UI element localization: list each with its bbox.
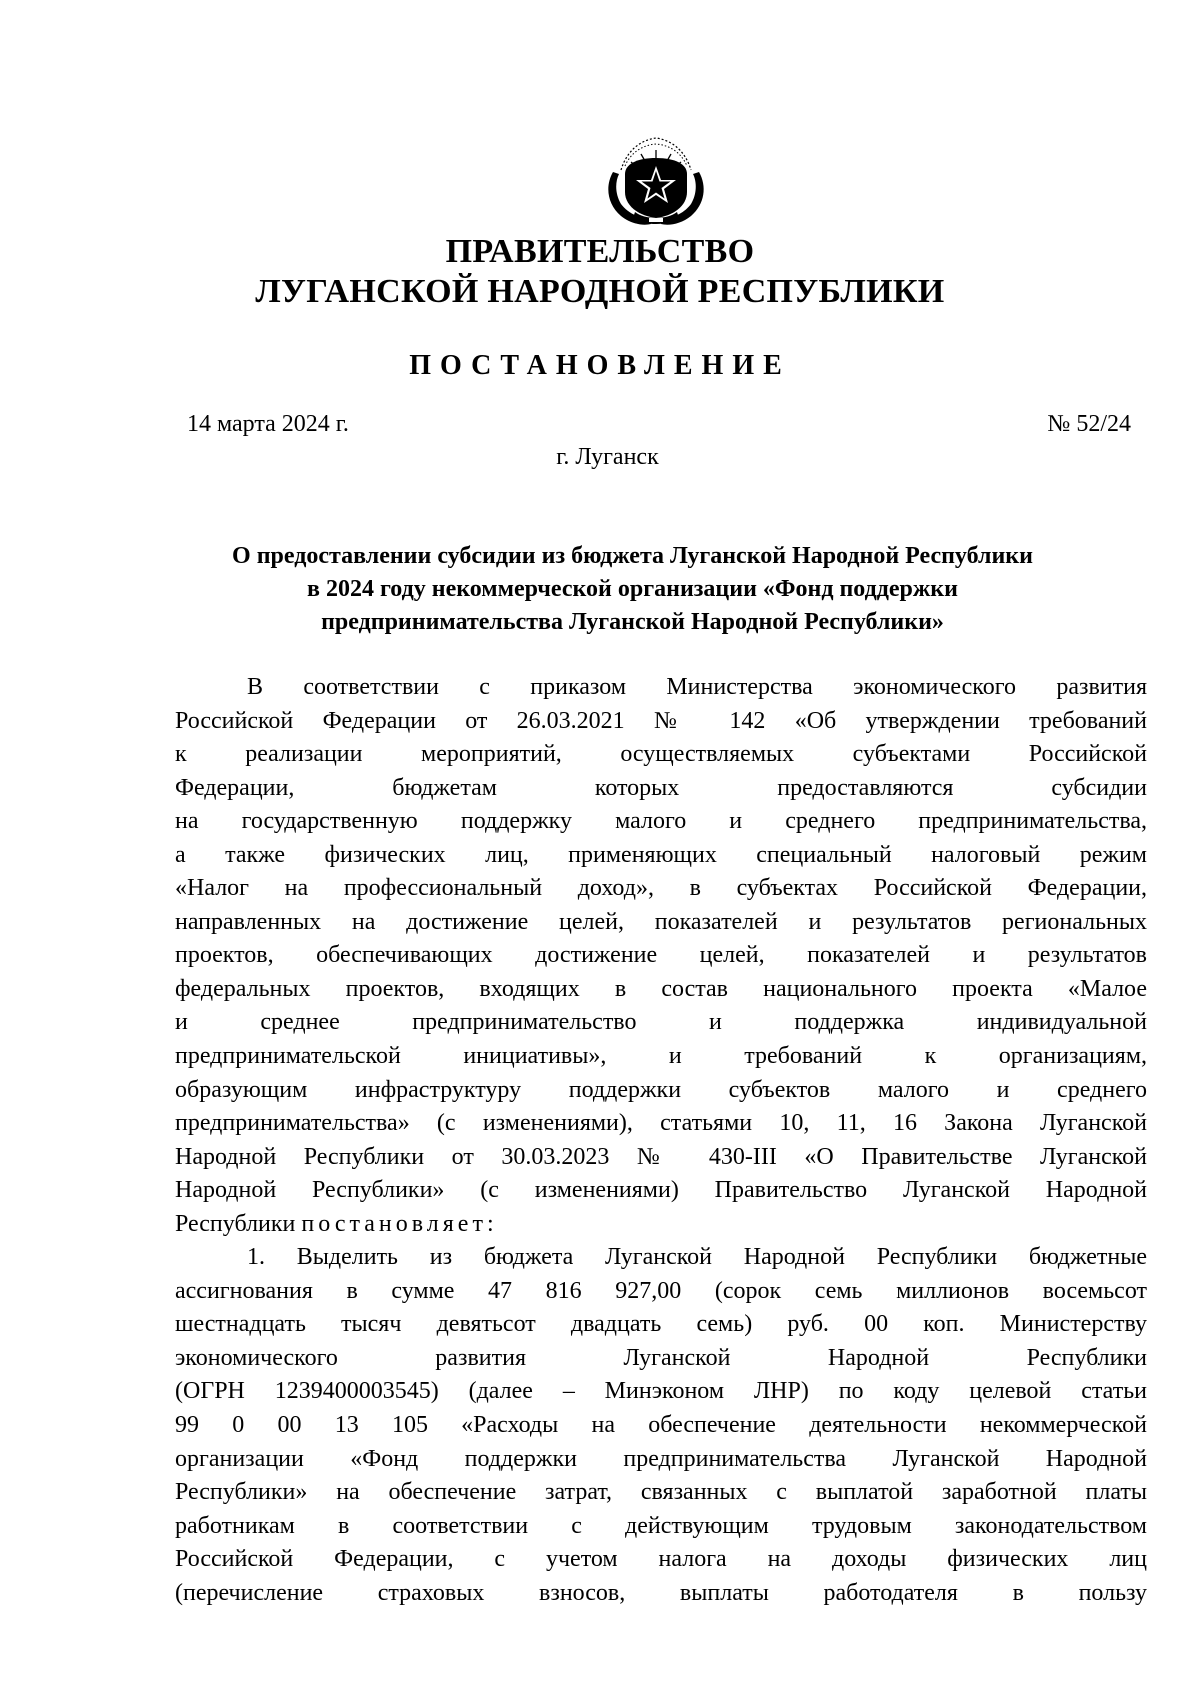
item1-line: (перечисление страховых взносов, выплаты работодателя в пользу bbox=[175, 1579, 1147, 1606]
body-line: Российской Федерации от 26.03.2021 № 142 «Об утверждении требований bbox=[175, 707, 1147, 734]
body-line: В соответствии с приказом Министерства экономического развития bbox=[247, 674, 1147, 700]
body-line-resolves bbox=[175, 1208, 1147, 1242]
body-line: и среднее предпринимательство и поддержка индивидуальной bbox=[175, 1009, 1147, 1036]
item1-line: шестнадцать тысяч девятьсот двадцать семь) руб. 00 коп. Министерству bbox=[175, 1311, 1147, 1338]
item1-line: 99 0 00 13 105 «Расходы на обеспечение деятельности некоммерческой bbox=[175, 1412, 1147, 1439]
body-line: проектов, обеспечивающих достижение целей, показателей и результатов bbox=[175, 942, 1147, 969]
item1-line: организации «Фонд поддержки предпринимательства Луганской Народной bbox=[175, 1445, 1147, 1472]
body-line: к реализации мероприятий, осуществляемых субъектами Российской bbox=[175, 741, 1147, 768]
body-line: федеральных проектов, входящих в состав национального проекта «Малое bbox=[175, 975, 1147, 1002]
document-city: г. Луганск bbox=[556, 444, 659, 470]
document-body bbox=[175, 671, 1147, 1610]
resolves-prefix: Республики bbox=[175, 1210, 302, 1237]
item1-line: ассигнования в сумме 47 816 927,00 (сорок семь миллионов восемьсот bbox=[175, 1277, 1147, 1304]
government-name-line2: ЛУГАНСКОЙ НАРОДНОЙ РЕСПУБЛИКИ bbox=[255, 273, 945, 310]
item1-line: (ОГРН 1239400003545) (далее – Минэконом ЛНР) по коду целевой статьи bbox=[175, 1378, 1147, 1405]
item1-line: работникам в соответствии с действующим трудовым законодательством bbox=[175, 1512, 1147, 1539]
item1-line: Российской Федерации, с учетом налога на доходы физических лиц bbox=[175, 1546, 1147, 1573]
subject-line: О предоставлении субсидии из бюджета Луганской Народной Республики bbox=[232, 543, 1033, 569]
document-date: 14 марта 2024 г. bbox=[187, 411, 349, 437]
document-subject bbox=[150, 540, 1115, 639]
resolves-word: постановляет: bbox=[301, 1210, 498, 1237]
document-number: № 52/24 bbox=[1047, 411, 1131, 437]
body-line: Народной Республики от 30.03.2023 № 430-III «О Правительстве Луганской bbox=[175, 1143, 1147, 1170]
subject-line: в 2024 году некоммерческой организации «Фонд поддержки bbox=[307, 576, 958, 602]
document-type-title: ПОСТАНОВЛЕНИЕ bbox=[409, 350, 791, 381]
body-line: «Налог на профессиональный доход», в субъектах Российской Федерации, bbox=[175, 875, 1147, 902]
body-line: образующим инфраструктуру поддержки субъектов малого и среднего bbox=[175, 1076, 1147, 1103]
body-line: Федерации, бюджетам которых предоставляются субсидии bbox=[175, 774, 1147, 801]
coat-of-arms-emblem bbox=[591, 120, 721, 230]
body-line: а также физических лиц, применяющих специальный налоговый режим bbox=[175, 841, 1147, 868]
government-name-line1: ПРАВИТЕЛЬСТВО bbox=[445, 233, 755, 270]
item1-line: Республики» на обеспечение затрат, связанных с выплатой заработной платы bbox=[175, 1479, 1147, 1506]
body-line: направленных на достижение целей, показателей и результатов региональных bbox=[175, 908, 1147, 935]
body-line: предпринимательской инициативы», и требований к организациям, bbox=[175, 1043, 1147, 1070]
body-line: на государственную поддержку малого и среднего предпринимательства, bbox=[175, 808, 1147, 835]
item1-line: 1. Выделить из бюджета Луганской Народной Республики бюджетные bbox=[247, 1244, 1147, 1271]
body-line: предпринимательства» (с изменениями), статьями 10, 11, 16 Закона Луганской bbox=[175, 1110, 1147, 1137]
item1-line: экономического развития Луганской Народной Республики bbox=[175, 1344, 1147, 1371]
subject-line: предпринимательства Луганской Народной Республики» bbox=[321, 609, 944, 635]
body-line: Народной Республики» (с изменениями) Правительство Луганской Народной bbox=[175, 1177, 1147, 1204]
